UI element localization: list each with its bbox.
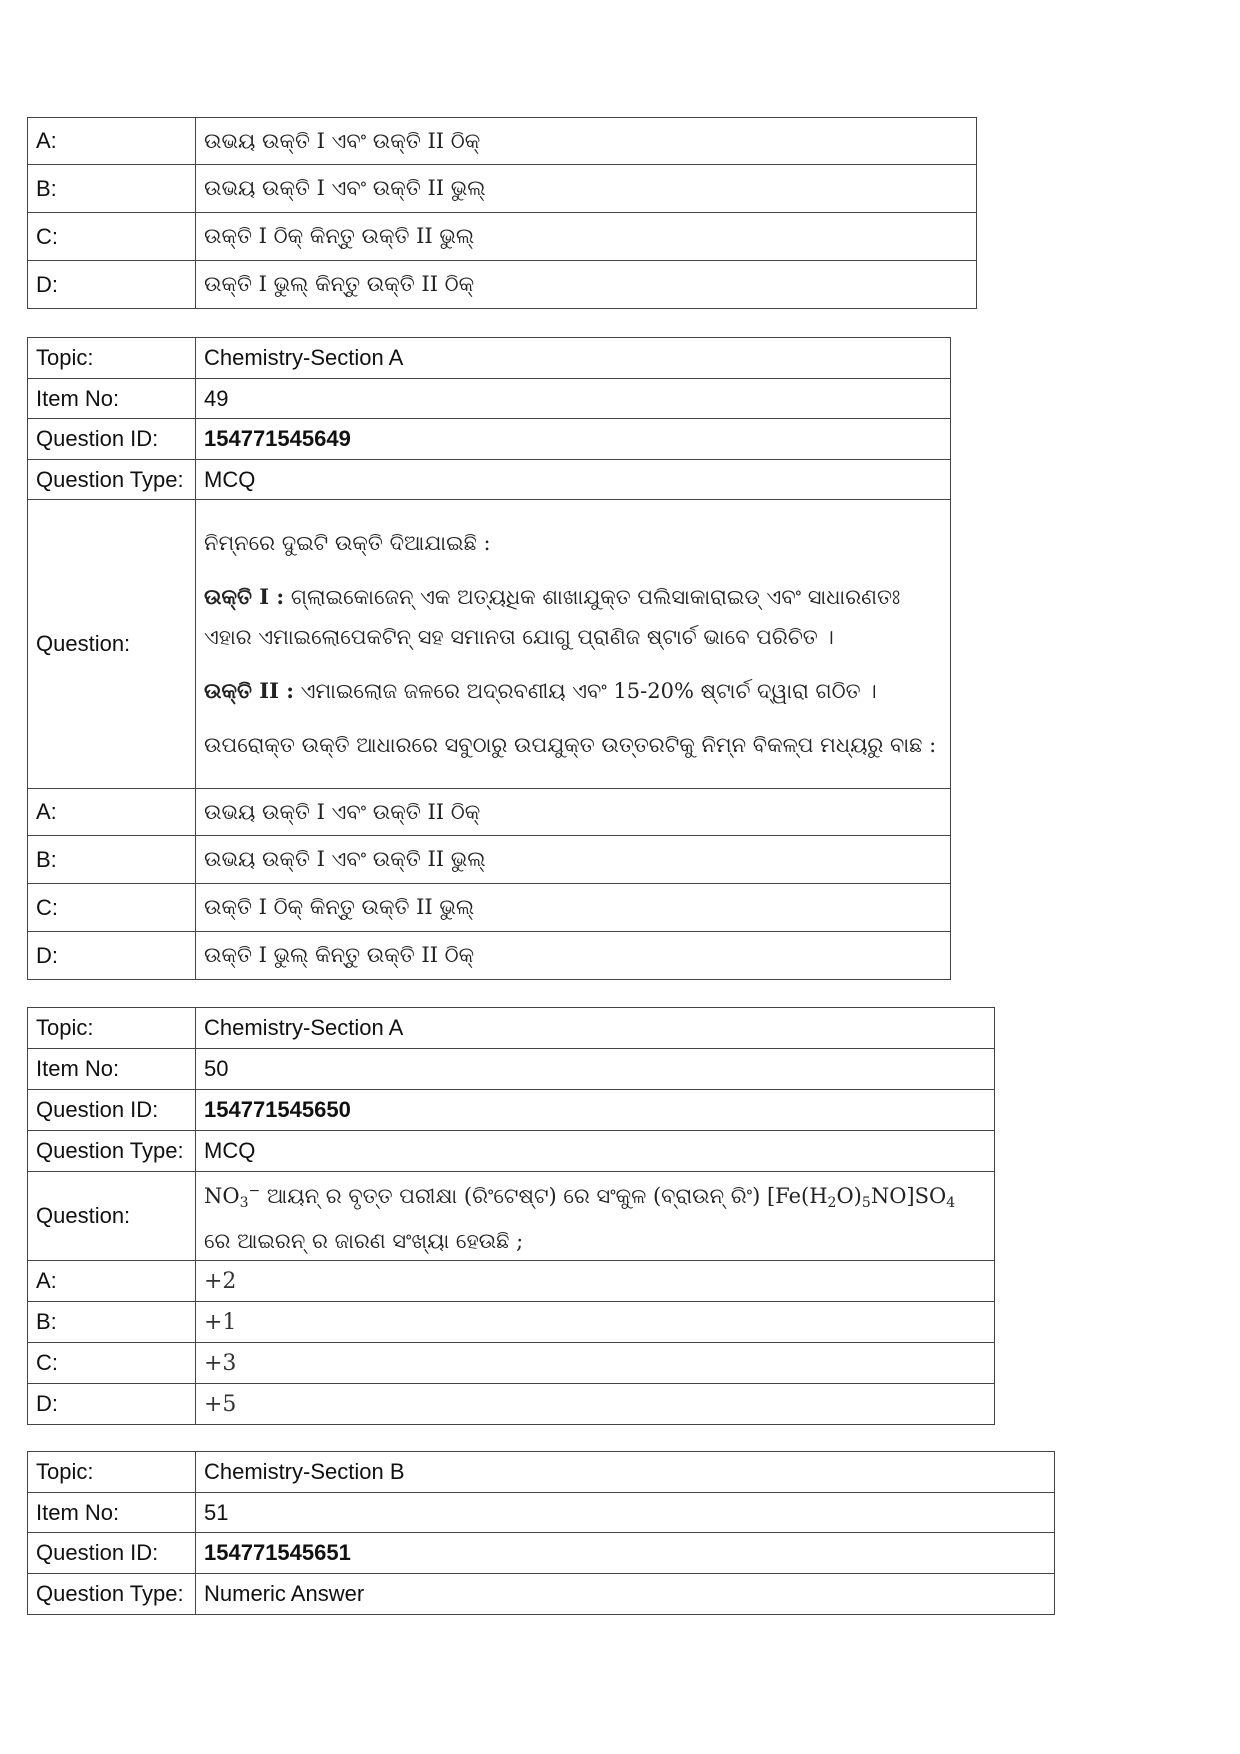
item-no-label: Item No:: [28, 1049, 196, 1090]
topic-label: Topic:: [28, 1452, 196, 1493]
question-label: Question:: [28, 500, 196, 789]
item-no-value: 51: [196, 1493, 1055, 1533]
option-row-b: [28, 1302, 995, 1343]
formula-no3: $NO_3^-$: [204, 1183, 261, 1211]
option-text: ଉକ୍ତି I ଠିକ୍ କିନ୍ତୁ ଉକ୍ତି II ଭୁଲ୍: [196, 884, 951, 932]
option-text: ଉଭୟ ଉକ୍ତି I ଏବଂ ଉକ୍ତି II ଠିକ୍: [196, 789, 951, 836]
topic-value: Chemistry-Section B: [196, 1452, 1055, 1493]
question-type-label: Question Type:: [28, 1131, 196, 1172]
question-closing: ଉପରୋକ୍ତ ଉକ୍ତି ଆଧାରରେ ସବୁଠାରୁ ଉପଯୁକ୍ତ ଉତ୍ତରଟିକୁ ନିମ୍ନ ବିକଳ୍ପ ମଧ୍ୟରୁ ବାଛ :: [204, 733, 937, 757]
statement-2-text: ଏମାଇଲୋଜ ଜଳରେ ଅଦ୍ରବଣୀୟ ଏବଂ 15-20% ଷ୍ଟାର୍ଚ ଦ୍ୱାରା ଗଠିତ ।: [294, 679, 877, 703]
statement-2: [204, 671, 942, 711]
option-label: D:: [28, 261, 196, 309]
option-label: B:: [28, 836, 196, 884]
question-intro: ନିମ୍ନରେ ଦୁଇଟି ଉକ୍ତି ଦିଆଯାଇଛି :: [204, 531, 491, 555]
topic-value: Chemistry-Section A: [196, 338, 951, 379]
option-row-d: [28, 1384, 995, 1425]
option-label: C:: [28, 213, 196, 261]
topic-label: Topic:: [28, 338, 196, 379]
question-type-value: Numeric Answer: [196, 1574, 1055, 1615]
question-id-row: [28, 1533, 1055, 1574]
options-table-prev: [27, 117, 977, 309]
item-no-row: [28, 1049, 995, 1090]
option-row-a: [28, 789, 951, 836]
option-row-c: [28, 213, 977, 261]
question-row: [28, 1172, 995, 1261]
question-id-row: [28, 1090, 995, 1131]
topic-label: Topic:: [28, 1008, 196, 1049]
option-row-d: [28, 261, 977, 309]
option-text: +3: [196, 1343, 995, 1384]
question-label: Question:: [28, 1172, 196, 1261]
option-text: ଉକ୍ତି I ଭୁଲ୍ କିନ୍ତୁ ଉକ୍ତି II ଠିକ୍: [196, 261, 977, 309]
question-row: [28, 500, 951, 789]
option-row-b: [28, 165, 977, 213]
option-text: ଉକ୍ତି I ଭୁଲ୍ କିନ୍ତୁ ଉକ୍ତି II ଠିକ୍: [196, 932, 951, 980]
question-id-label: Question ID:: [28, 1090, 196, 1131]
option-text: +2: [196, 1261, 995, 1302]
option-row-a: [28, 1261, 995, 1302]
option-label: B:: [28, 165, 196, 213]
option-row-c: [28, 884, 951, 932]
question-type-label: Question Type:: [28, 460, 196, 500]
item-no-label: Item No:: [28, 1493, 196, 1533]
option-label: A:: [28, 118, 196, 165]
question-type-value: MCQ: [196, 1131, 995, 1172]
option-text: ଉକ୍ତି I ଠିକ୍ କିନ୍ତୁ ଉକ୍ତି II ଭୁଲ୍: [196, 213, 977, 261]
item-no-value: 49: [196, 379, 951, 419]
option-text: ଉଭୟ ଉକ୍ତି I ଏବଂ ଉକ୍ତି II ଭୁଲ୍: [196, 165, 977, 213]
option-label: D:: [28, 1384, 196, 1425]
question-type-row: [28, 460, 951, 500]
question-table-51: [27, 1451, 1055, 1615]
option-label: C:: [28, 1343, 196, 1384]
question-table-50: [27, 1007, 995, 1425]
question-type-row: [28, 1574, 1055, 1615]
option-text: ଉଭୟ ଉକ୍ତି I ଏବଂ ଉକ୍ତି II ଭୁଲ୍: [196, 836, 951, 884]
item-no-row: [28, 1493, 1055, 1533]
option-label: A:: [28, 789, 196, 836]
question-id-label: Question ID:: [28, 419, 196, 460]
topic-row: [28, 338, 951, 379]
option-row-b: [28, 836, 951, 884]
option-row-a: [28, 118, 977, 165]
item-no-row: [28, 379, 951, 419]
question-body: $NO_3^-$ ଆୟନ୍ ର ବୃତ୍ତ ପରୀକ୍ଷା (ରିଂଟେଷ୍ଟ) ରେ ସଂକୁଳ (ବ୍ରାଉନ୍ ରିଂ) $[Fe(H_2O)_5NO]SO_4$ ରେ ଆଇରନ୍ ର ଜାରଣ ସଂଖ୍ୟା ହେଉଛି ;: [196, 1172, 995, 1261]
statement-1-label: ଉକ୍ତି I :: [204, 584, 285, 609]
statement-1: [204, 577, 942, 657]
question-id-value: 154771545651: [196, 1533, 1055, 1574]
topic-row: [28, 1452, 1055, 1493]
topic-row: [28, 1008, 995, 1049]
item-no-value: 50: [196, 1049, 995, 1090]
question-type-row: [28, 1131, 995, 1172]
question-id-label: Question ID:: [28, 1533, 196, 1574]
question-table-49: [27, 337, 951, 980]
option-label: D:: [28, 932, 196, 980]
option-label: A:: [28, 1261, 196, 1302]
option-text: ଉଭୟ ଉକ୍ତି I ଏବଂ ଉକ୍ତି II ଠିକ୍: [196, 118, 977, 165]
topic-value: Chemistry-Section A: [196, 1008, 995, 1049]
statement-1-text: ଗ୍ଲାଇକୋଜେନ୍ ଏକ ଅତ୍ୟଧିକ ଶାଖାଯୁକ୍ତ ପଲିସାକାରାଇଡ୍ ଏବଂ ସାଧାରଣତଃ ଏହାର ଏମାଇଲୋପେକଟିନ୍ ସହ ସମାନତା ଯୋଗୁ ପ୍ରାଣିଜ ଷ୍ଟାର୍ଚ ଭାବେ ପରିଚିତ ।: [204, 585, 901, 649]
option-label: B:: [28, 1302, 196, 1343]
option-row-d: [28, 932, 951, 980]
statement-2-label: ଉକ୍ତି II :: [204, 678, 295, 703]
option-row-c: [28, 1343, 995, 1384]
question-body: [196, 500, 951, 789]
item-no-label: Item No:: [28, 379, 196, 419]
option-text: +5: [196, 1384, 995, 1425]
question-type-value: MCQ: [196, 460, 951, 500]
question-type-label: Question Type:: [28, 1574, 196, 1615]
question-id-value: 154771545649: [196, 419, 951, 460]
question-id-row: [28, 419, 951, 460]
option-text: +1: [196, 1302, 995, 1343]
option-label: C:: [28, 884, 196, 932]
question-id-value: 154771545650: [196, 1090, 995, 1131]
